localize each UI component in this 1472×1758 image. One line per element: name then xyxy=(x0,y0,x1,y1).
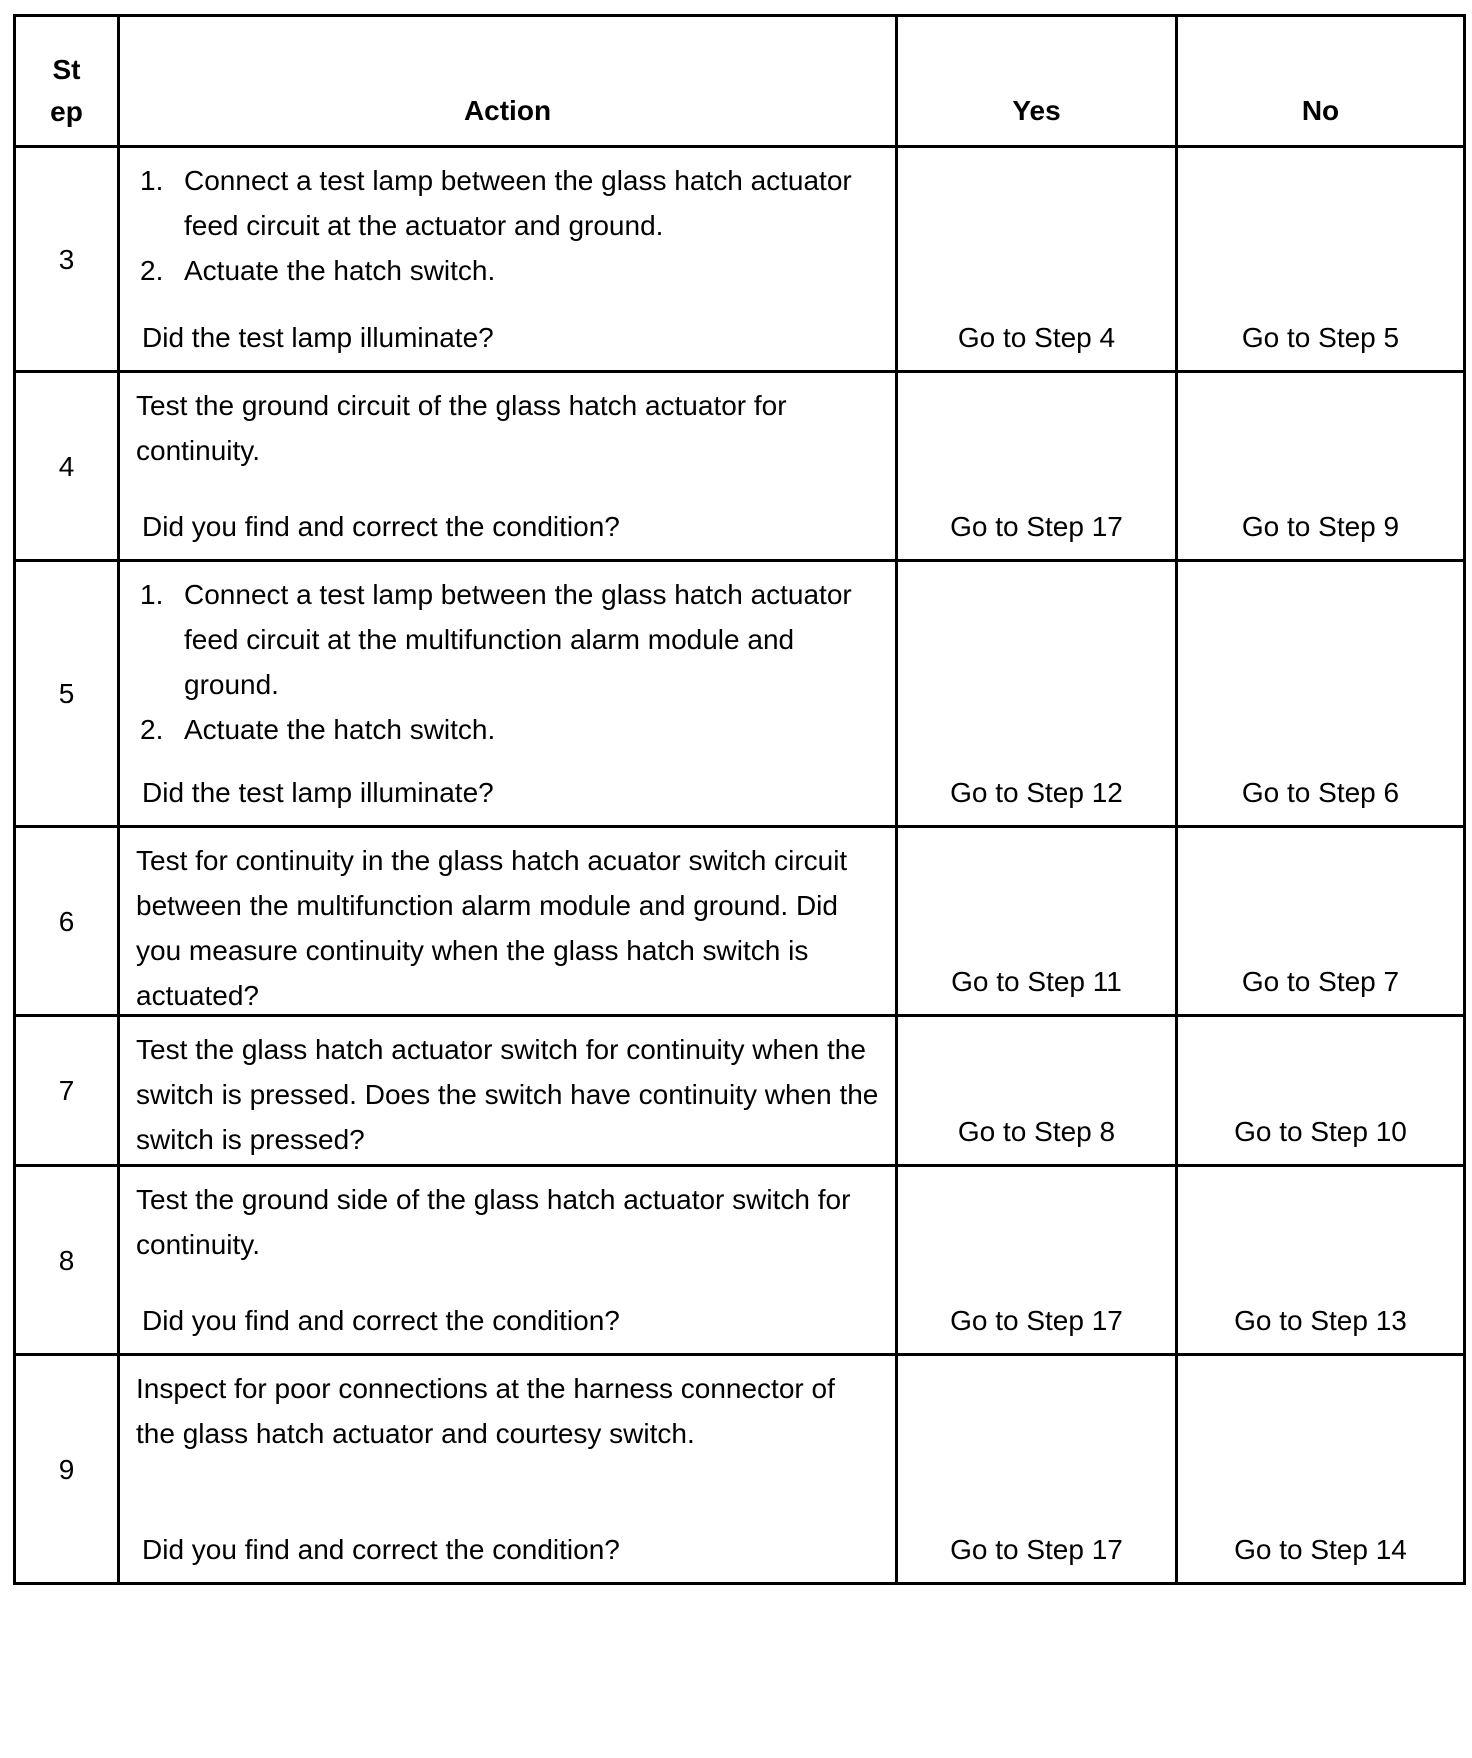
header-action: Action xyxy=(119,16,897,147)
action-cell xyxy=(119,1355,897,1584)
yes-result: Go to Step 11 xyxy=(897,827,1177,1016)
action-cell xyxy=(119,372,897,561)
question-text: Did you find and correct the condition? xyxy=(142,1305,620,1336)
no-result: Go to Step 5 xyxy=(1177,147,1465,372)
step-number: 5 xyxy=(15,561,119,827)
action-cell xyxy=(119,561,897,827)
action-cell xyxy=(119,1016,897,1166)
action-text: Test for continuity in the glass hatch acuator switch circuit between the multifunction alarm module and ground. Did you measure continuity when the glass hatch switch is actuated? xyxy=(136,845,848,1011)
table-row xyxy=(15,827,1465,1016)
diagnostic-table xyxy=(13,14,1466,1585)
list-item: 1. Connect a test lamp between the glass hatch actuator feed circuit at the multifunction alarm module and ground. xyxy=(140,579,852,700)
action-cell xyxy=(119,1166,897,1355)
yes-result: Go to Step 17 xyxy=(897,372,1177,561)
question-text: Did the test lamp illuminate? xyxy=(142,322,494,353)
step-number: 9 xyxy=(15,1355,119,1584)
list-item: 1. Connect a test lamp between the glass hatch actuator feed circuit at the actuator and ground. xyxy=(140,165,852,241)
table-row xyxy=(15,561,1465,827)
yes-result: Go to Step 17 xyxy=(897,1166,1177,1355)
table-row xyxy=(15,147,1465,372)
step-number: 6 xyxy=(15,827,119,1016)
no-result: Go to Step 14 xyxy=(1177,1355,1465,1584)
header-no: No xyxy=(1177,16,1465,147)
action-cell xyxy=(119,827,897,1016)
action-text: Inspect for poor connections at the harness connector of the glass hatch actuator and courtesy switch. xyxy=(136,1373,835,1449)
header-yes: Yes xyxy=(897,16,1177,147)
no-result: Go to Step 13 xyxy=(1177,1166,1465,1355)
yes-result: Go to Step 4 xyxy=(897,147,1177,372)
no-result: Go to Step 10 xyxy=(1177,1016,1465,1166)
yes-result: Go to Step 8 xyxy=(897,1016,1177,1166)
step-number: 3 xyxy=(15,147,119,372)
header-row xyxy=(15,16,1465,147)
step-number: 7 xyxy=(15,1016,119,1166)
header-step: St ep xyxy=(15,16,119,147)
action-text: Test the glass hatch actuator switch for continuity when the switch is pressed. Does the switch have continuity when the switch is pressed? xyxy=(136,1034,879,1155)
yes-result: Go to Step 12 xyxy=(897,561,1177,827)
table-row xyxy=(15,1166,1465,1355)
action-cell xyxy=(119,147,897,372)
step-number: 4 xyxy=(15,372,119,561)
table-row xyxy=(15,1016,1465,1166)
question-text: Did you find and correct the condition? xyxy=(142,511,620,542)
no-result: Go to Step 7 xyxy=(1177,827,1465,1016)
list-item: 2. Actuate the hatch switch. xyxy=(140,255,496,286)
step-number: 8 xyxy=(15,1166,119,1355)
action-text: Test the ground side of the glass hatch actuator switch for continuity. xyxy=(136,1184,851,1260)
question-text: Did the test lamp illuminate? xyxy=(142,777,494,808)
table-row xyxy=(15,372,1465,561)
no-result: Go to Step 6 xyxy=(1177,561,1465,827)
action-text: Test the ground circuit of the glass hatch actuator for continuity. xyxy=(136,390,787,466)
yes-result: Go to Step 17 xyxy=(897,1355,1177,1584)
list-item: 2. Actuate the hatch switch. xyxy=(140,714,496,745)
table-row xyxy=(15,1355,1465,1584)
no-result: Go to Step 9 xyxy=(1177,372,1465,561)
question-text: Did you find and correct the condition? xyxy=(142,1534,620,1565)
